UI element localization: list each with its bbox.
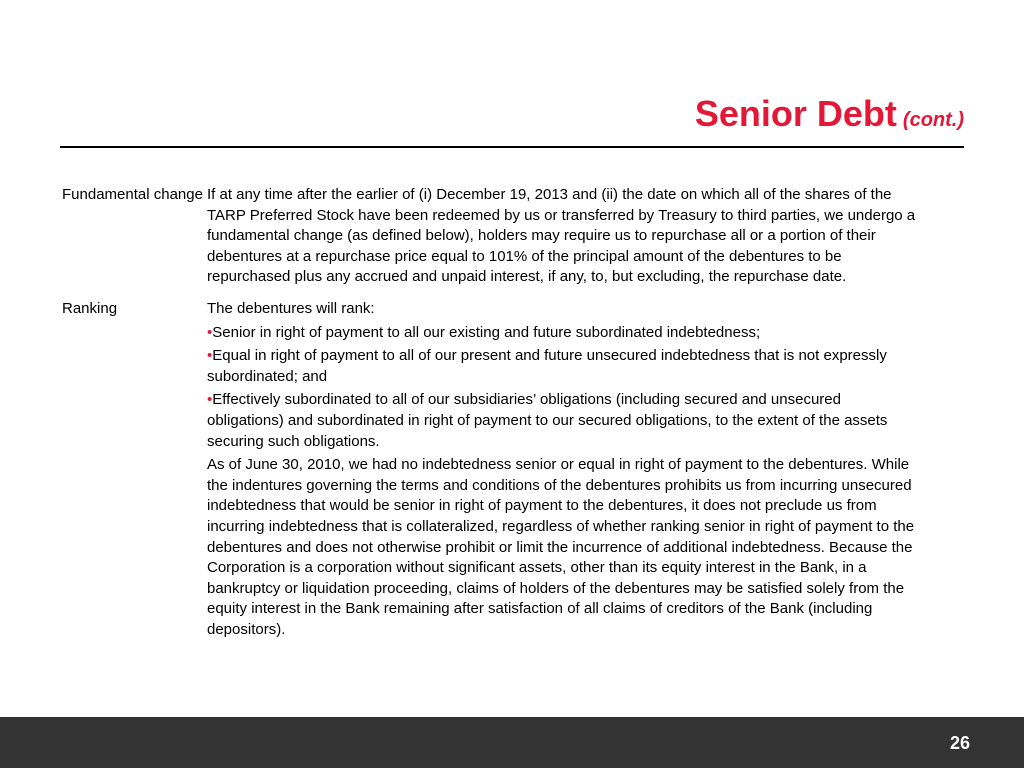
title-suffix: (cont.): [902, 109, 964, 131]
page-number: 26: [949, 733, 970, 753]
description-paragraph: If at any time after the earlier of (i) December 19, 2013 and (ii) the date on which all of the shares of the TARP Preferred Stock have been redeemed by us or transferred by Treasury to third parties, we undergo a fundamental change (as defined below), holders may require us to repurchase all or a portion of their debentures at a repurchase price equal to 101% of the principal amount of the debentures to be repurchased plus any accrued and unpaid interest, if any, to, but excluding, the repurchase date.: [207, 186, 916, 286]
title-text: Senior Debt: [694, 93, 897, 134]
bullet-item: [207, 390, 917, 452]
row-fundamental-change: [62, 185, 922, 288]
slide-title: [694, 93, 964, 134]
bullet-item: [207, 323, 917, 344]
bullet-item: [207, 346, 917, 387]
title-divider: [60, 146, 964, 148]
bullet-icon: •: [207, 323, 213, 341]
ranking-intro: The debentures will rank:: [207, 299, 375, 317]
row-description: [207, 299, 917, 641]
ranking-closing-paragraph: As of June 30, 2010, we had no indebtedness senior or equal in right of payment to the debentures. While the indentures governing the terms and conditions of the debentures prohibits us from incurring unsecured indebtedness that would be senior in right of payment to the debentures, it does not preclude us from incurring indebtedness that is collateralized, regardless of whether ranking senior in right of payment to the debentures and does not otherwise prohibit or limit the incurrence of additional indebtedness. Because the Corporation is a corporation without significant assets, other than its equity interest in the Bank, in a bankruptcy or liquidation proceeding, claims of holders of the debentures may be satisfied solely from the equity interest in the Bank remaining after satisfaction of all claims of creditors of the Bank (including depositors).: [207, 456, 915, 638]
row-ranking: [62, 299, 922, 641]
row-description: [207, 185, 917, 288]
footer-bar: [0, 717, 1024, 768]
bullet-text: Effectively subordinated to all of our subsidiaries’ obligations (including secured and unsecured obligations) and subordinated in right of payment to our secured obligations, to the extent of the assets securing such obligations.: [207, 391, 888, 450]
bullet-icon: •: [207, 347, 213, 365]
row-label: Ranking: [62, 299, 118, 317]
content-table: [62, 185, 922, 640]
bullet-text: Senior in right of payment to all our existing and future subordinated indebtedness;: [212, 323, 761, 341]
bullet-text: Equal in right of payment to all of our present and future unsecured indebtedness that is not expressly subordinated; and: [207, 347, 887, 385]
row-label: Fundamental change: [62, 186, 203, 203]
bullet-icon: •: [207, 391, 213, 409]
